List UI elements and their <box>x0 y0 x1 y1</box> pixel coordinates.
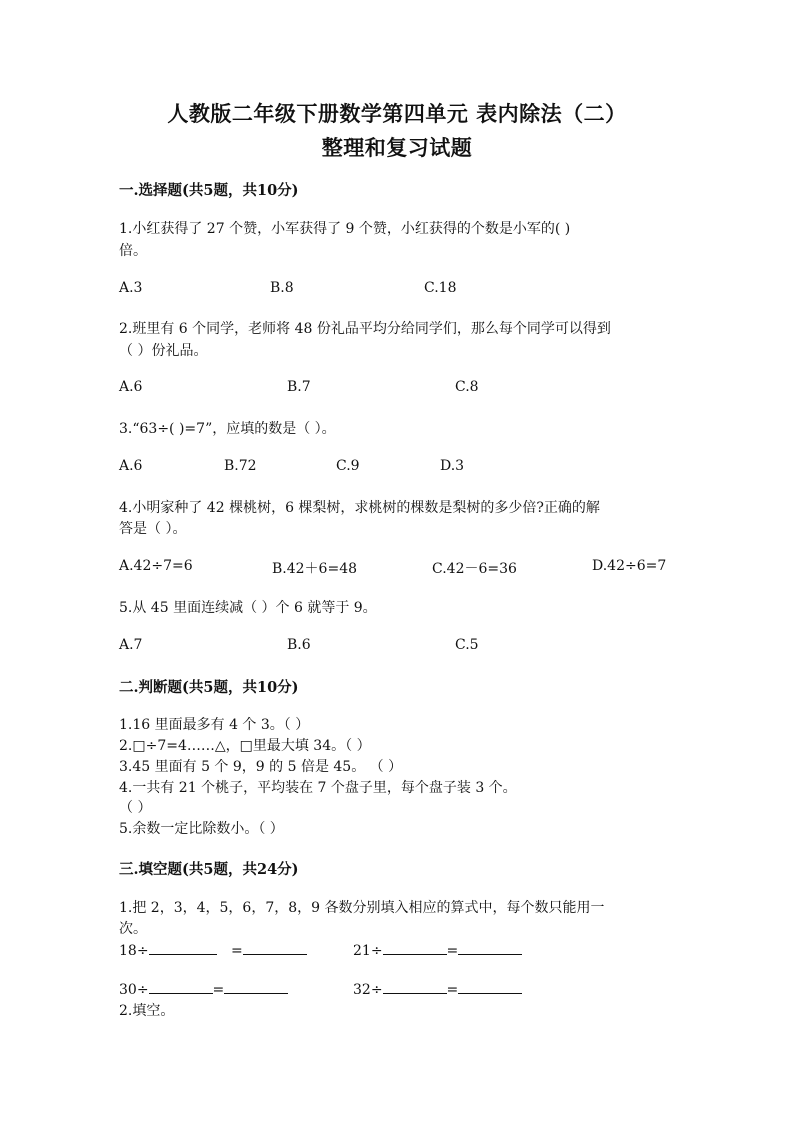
question-text: （ ）份礼品。 <box>119 343 208 359</box>
option-c[interactable]: C.5 <box>455 637 479 653</box>
judge-item: 5.余数一定比除数小。（ ） <box>119 821 284 837</box>
question-text: 5.从 45 里面连续减（ ）个 6 就等于 9。 <box>119 600 377 616</box>
option-a[interactable]: A.7 <box>119 637 143 653</box>
judge-item: 1.16 里面最多有 4 个 3。（ ） <box>119 717 310 733</box>
question-text: 1.小红获得了 27 个赞，小军获得了 9 个赞，小红获得的个数是小军的( ) <box>119 221 571 237</box>
answer-blank[interactable] <box>224 979 288 994</box>
option-c[interactable]: C.8 <box>455 379 479 395</box>
answer-blank[interactable] <box>149 979 213 994</box>
question-text: 答是（ ）。 <box>119 521 187 537</box>
fill-equation: 30÷ = <box>119 979 288 998</box>
option-a[interactable]: A.3 <box>119 280 143 296</box>
option-a[interactable]: A.6 <box>119 458 143 474</box>
option-c[interactable]: C.18 <box>424 280 457 296</box>
judge-item: 2.□÷7=4……△，□里最大填 34。（ ） <box>119 738 371 754</box>
question-text: 2.填空。 <box>119 1003 175 1019</box>
answer-blank[interactable] <box>243 940 307 955</box>
judge-item: （ ） <box>119 800 152 816</box>
option-a[interactable]: A.42÷7=6 <box>119 558 193 574</box>
section-heading-judge: 二.判断题(共5题，共10分) <box>119 679 299 696</box>
option-b[interactable]: B.6 <box>287 637 311 653</box>
option-b[interactable]: B.7 <box>287 379 311 395</box>
option-d[interactable]: D.3 <box>440 458 465 474</box>
option-b[interactable]: B.42＋6=48 <box>272 561 358 577</box>
option-c[interactable]: C.42－6=36 <box>432 561 517 577</box>
fill-equation: 18÷ = <box>119 940 307 959</box>
judge-item: 4.一共有 21 个桃子，平均装在 7 个盘子里，每个盘子装 3 个。 <box>119 780 517 796</box>
question-text: 2.班里有 6 个同学，老师将 48 份礼品平均分给同学们，那么每个同学可以得到 <box>119 321 611 337</box>
question-text: 1.把 2，3，4，5，6，7，8，9 各数分别填入相应的算式中，每个数只能用一 <box>119 900 605 916</box>
answer-blank[interactable] <box>383 940 447 955</box>
option-c[interactable]: C.9 <box>336 458 360 474</box>
fill-equation: 32÷ = <box>353 979 522 998</box>
question-text: 倍。 <box>119 243 147 259</box>
answer-blank[interactable] <box>383 979 447 994</box>
question-text: 3.“63÷( )=7”，应填的数是（ ）。 <box>119 421 336 437</box>
option-b[interactable]: B.8 <box>270 280 294 296</box>
option-b[interactable]: B.72 <box>224 458 257 474</box>
question-text: 4.小明家种了 42 棵桃树，6 棵梨树，求桃树的棵数是梨树的多少倍?正确的解 <box>119 500 600 516</box>
section-heading-choice: 一.选择题(共5题，共10分) <box>119 182 299 199</box>
answer-blank[interactable] <box>149 940 217 955</box>
page-title: 人教版二年级下册数学第四单元 表内除法（二） <box>167 101 627 126</box>
answer-blank[interactable] <box>458 940 522 955</box>
judge-item: 3.45 里面有 5 个 9，9 的 5 倍是 45。 （ ） <box>119 759 403 775</box>
option-d[interactable]: D.42÷6=7 <box>592 558 667 574</box>
section-heading-fill: 三.填空题(共5题，共24分) <box>119 861 299 878</box>
question-text: 次。 <box>119 921 147 937</box>
answer-blank[interactable] <box>458 979 522 994</box>
option-a[interactable]: A.6 <box>119 379 143 395</box>
fill-equation: 21÷ = <box>353 940 522 959</box>
page-subtitle: 整理和复习试题 <box>321 135 473 160</box>
